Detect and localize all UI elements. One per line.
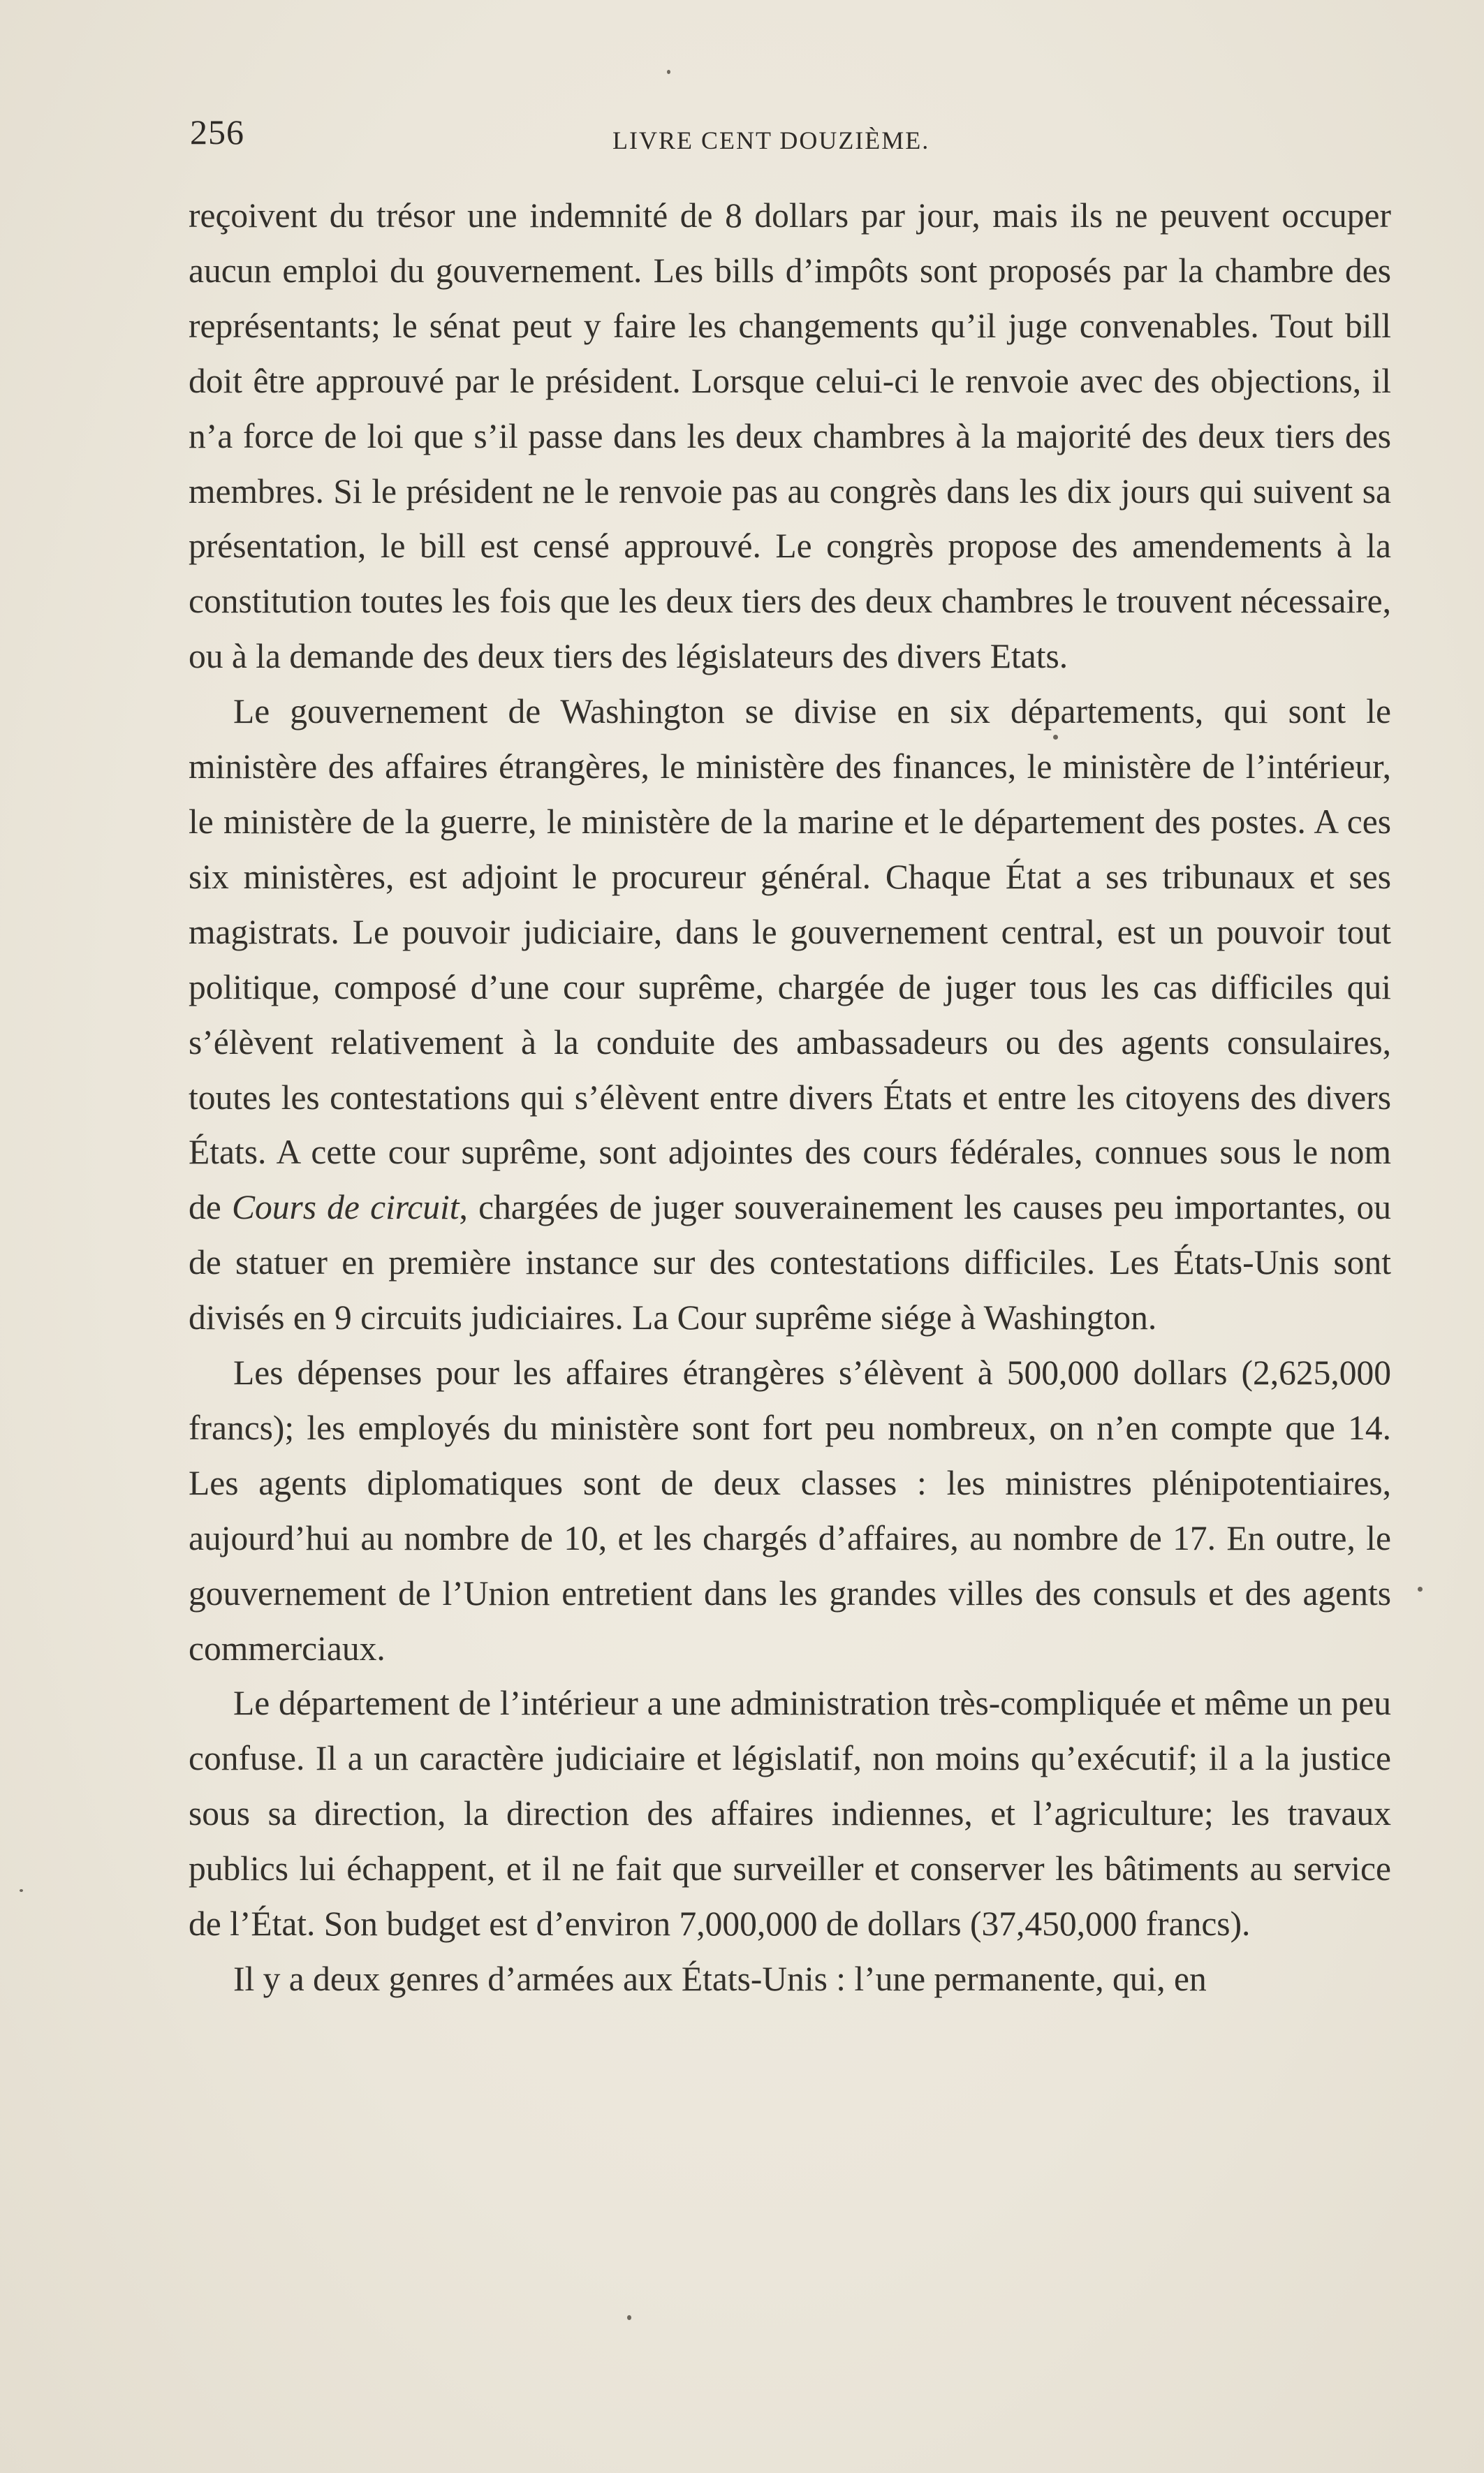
paragraph-text: , chargées de juger souverainement les causes peu importantes, ou de statuer en première instance sur des contestations difficiles. Les États-Unis sont divisés en 9 circuits judiciaires. La Cour suprême siége à Washington. <box>189 1188 1391 1337</box>
paper-speck <box>1053 735 1058 740</box>
paragraph-interior <box>189 1676 1391 1952</box>
paper-speck <box>1418 1587 1423 1592</box>
italic-term: Cours de circuit <box>231 1188 460 1227</box>
paragraph-armies <box>189 1952 1391 2007</box>
paragraph-foreign-affairs <box>189 1346 1391 1676</box>
running-title: LIVRE CENT DOUZIÈME. <box>612 126 930 154</box>
page-header <box>190 112 1391 168</box>
body-text <box>189 189 1391 2007</box>
paragraph-continued <box>189 189 1391 684</box>
paragraph-text: Il y a deux genres d’armées aux États-Unis : l’une permanente, qui, en <box>233 1960 1207 1998</box>
paper-speck <box>627 2315 631 2320</box>
paragraph-text: Le département de l’intérieur a une administration très-compliquée et même un peu confuse. Il a un caractère judiciaire et législatif, non moins qu’exécutif; il a la justice sous sa direction, la direction des affaires indiennes, et l’agriculture; les travaux publics lui échappent, et il ne fait que surveiller et conserver les bâtiments au service de l’État. Son budget est d’environ 7,000,000 de dollars (37,450,000 francs). <box>189 1684 1391 1944</box>
paragraph-government-departments <box>189 684 1391 1346</box>
paper-speck <box>667 70 670 74</box>
paragraph-text: Les dépenses pour les affaires étrangères s’élèvent à 500,000 dollars (2,625,000 francs); les employés du ministère sont fort peu nombreux, on n’en compte que 14. Les agents diplomatiques sont de deux classes : les ministres plénipotentiaires, aujourd’hui au nombre de 10, et les chargés d’affaires, au nombre de 17. En outre, le gouvernement de l’Union entretient dans les grandes villes des consuls et des agents commerciaux. <box>189 1353 1391 1668</box>
paragraph-text: reçoivent du trésor une indemnité de 8 dollars par jour, mais ils ne peuvent occuper aucun emploi du gouvernement. Les bills d’impôts sont proposés par la chambre des représentants; le sénat peut y faire les changements qu’il juge convenables. Tout bill doit être approuvé par le président. Lorsque celui-ci le renvoie avec des objections, il n’a force de loi que s’il passe dans les deux chambres à la majorité des deux tiers des membres. Si le président ne le renvoie pas au congrès dans les dix jours qui suivent sa présentation, le bill est censé approuvé. Le congrès propose des amendements à la constitution toutes les fois que les deux tiers des deux chambres le trouvent nécessaire, ou à la demande des deux tiers des législateurs des divers Etats. <box>189 196 1391 676</box>
page-number: 256 <box>190 112 244 152</box>
paragraph-text: Le gouvernement de Washington se divise en six départements, qui sont le ministère des affaires étrangères, le ministère des finances, le ministère de l’intérieur, le ministère de la guerre, le ministère de la marine et le département des postes. A ces six ministères, est adjoint le procureur général. Chaque État a ses tribunaux et ses magistrats. Le pouvoir judiciaire, dans le gouvernement central, est un pouvoir tout politique, composé d’une cour suprême, chargée de juger tous les cas difficiles qui s’élèvent relativement à la conduite des ambassadeurs ou des agents consulaires, toutes les contestations qui s’élèvent entre divers États et entre les citoyens des divers États. A cette cour suprême, sont adjointes des cours fédérales, connues sous le nom de <box>189 692 1391 1227</box>
paper-speck <box>20 1889 23 1892</box>
